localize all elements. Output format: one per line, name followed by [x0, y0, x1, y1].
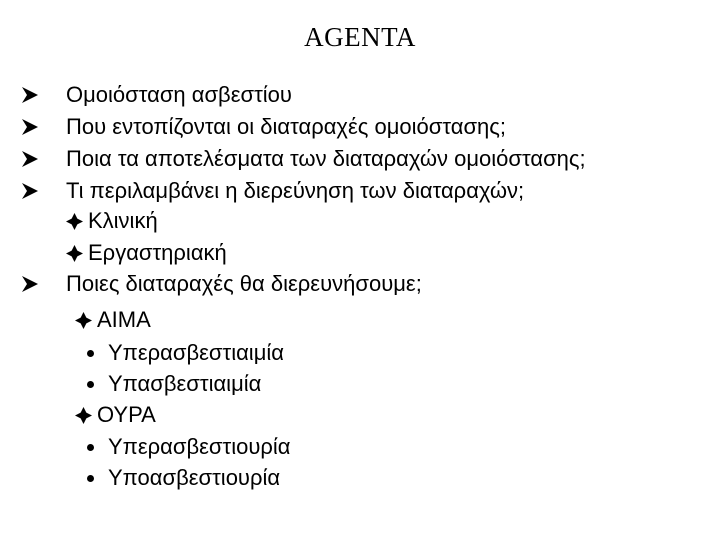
arrow-bullet-icon [21, 182, 39, 200]
list-item-label: Που εντοπίζονται οι διαταραχές ομοιόστασης; [66, 114, 506, 139]
list-subitem-clinical [0, 205, 158, 237]
dot-bullet-icon [87, 444, 94, 451]
list-subsubitem-hypercalcemia [0, 337, 284, 369]
list-item-label: Ομοιόσταση ασβεστίου [66, 82, 292, 107]
list-item-label: Υπερασβεστιουρία [108, 434, 291, 459]
list-subitem-blood [0, 304, 151, 336]
diamond-bullet-icon [75, 312, 92, 329]
arrow-bullet-icon [21, 275, 39, 293]
diamond-bullet-icon [75, 407, 92, 424]
list-item-results [0, 143, 586, 175]
list-item-label: ΟΥΡΑ [97, 402, 156, 427]
list-item-calcium-homeostasis [0, 79, 292, 111]
list-item-where-disorders [0, 111, 506, 143]
list-item-label: Υπασβεστιαιμία [108, 371, 262, 396]
arrow-bullet-icon [21, 86, 39, 104]
list-item-which-disorders [0, 268, 422, 300]
list-item-label: Κλινική [88, 208, 158, 233]
list-item-label: ΑΙΜΑ [97, 307, 151, 332]
arrow-bullet-icon [21, 118, 39, 136]
list-item-label: Υπερασβεστιαιμία [108, 340, 284, 365]
list-subitem-urine [0, 399, 156, 431]
list-subsubitem-hypocalciuria [0, 462, 280, 494]
diamond-bullet-icon [66, 245, 83, 262]
dot-bullet-icon [87, 475, 94, 482]
dot-bullet-icon [87, 381, 94, 388]
list-item-label: Υποασβεστιουρία [108, 465, 281, 490]
diamond-bullet-icon [66, 213, 83, 230]
arrow-bullet-icon [21, 150, 39, 168]
list-subitem-laboratory [0, 237, 227, 269]
list-item-label: Ποια τα αποτελέσματα των διαταραχών ομοιόστασης; [66, 146, 586, 171]
list-item-investigation [0, 175, 524, 207]
list-subsubitem-hypercalciuria [0, 431, 290, 463]
dot-bullet-icon [87, 350, 94, 357]
list-subsubitem-hypocalcemia [0, 368, 261, 400]
list-item-label: Τι περιλαμβάνει η διερεύνηση των διαταραχών; [66, 178, 525, 203]
list-item-label: Εργαστηριακή [88, 240, 227, 265]
slide-title: AGENTA [304, 22, 416, 52]
list-item-label: Ποιες διαταραχές θα διερευνήσουμε; [66, 271, 422, 296]
